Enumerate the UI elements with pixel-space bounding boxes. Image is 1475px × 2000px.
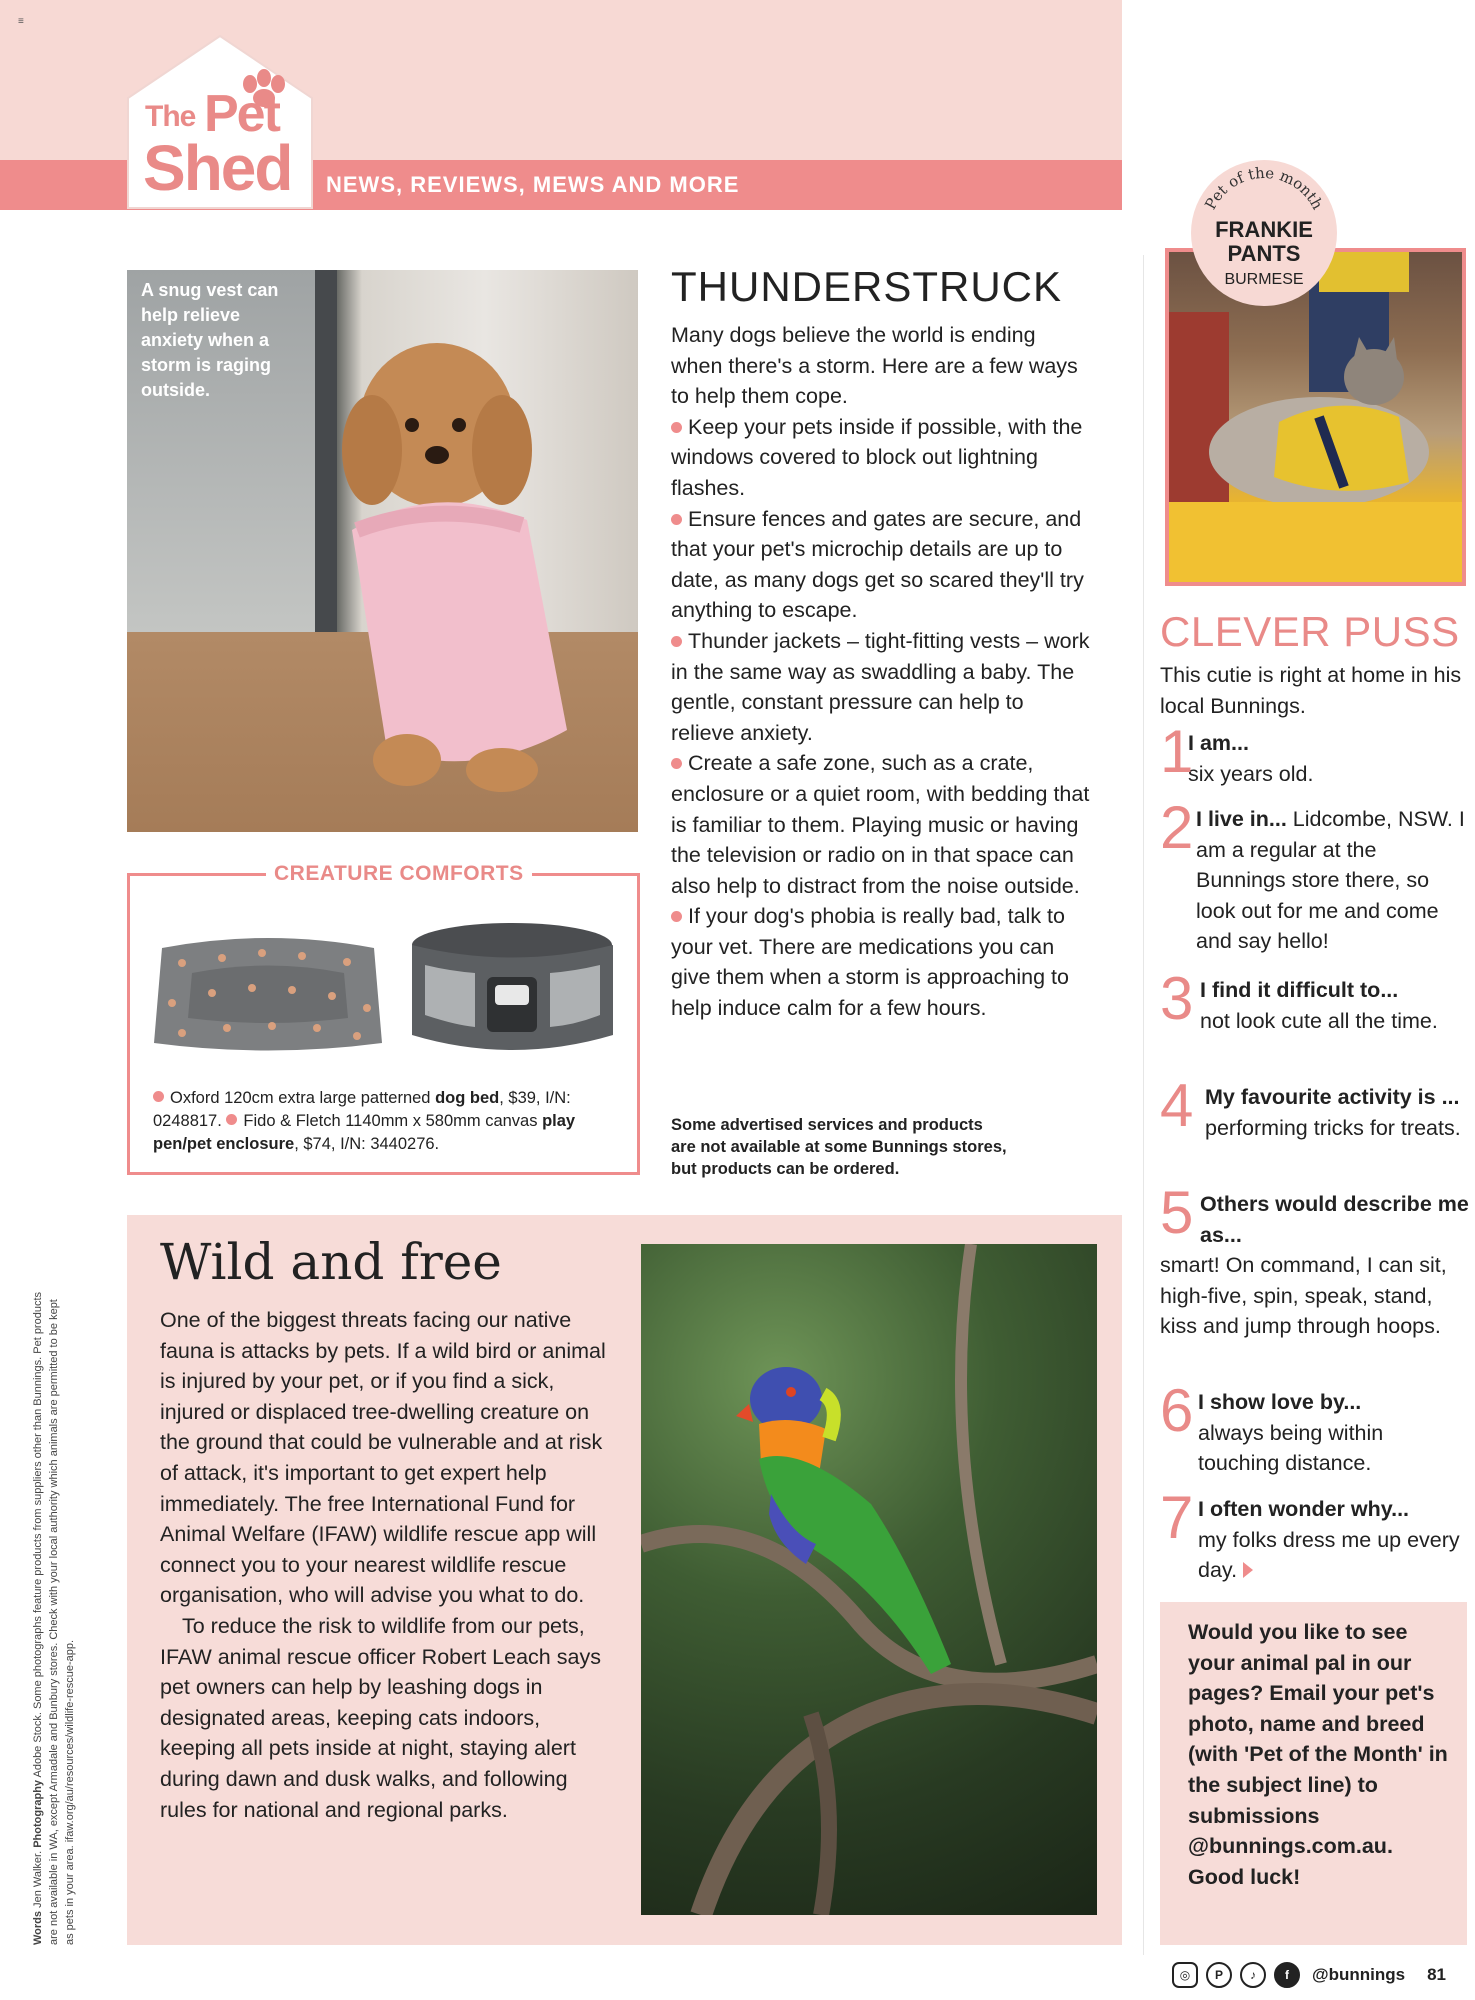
product-1-name: Oxford 120cm extra large patterned [170,1089,436,1107]
qa-number: 5 [1160,1179,1194,1246]
wild-and-free-para-2: To reduce the risk to wildlife from our pets, IFAW animal rescue officer Robert Leach says pet owners can help by leashing dogs in designated areas, keeping cats indoors, keeping all pets inside at night, staying alert during dawn and dusk walks, and following rules for national and regional parks. [160,1613,601,1822]
bullet-icon [671,911,682,922]
wild-and-free-para-1: One of the biggest threats facing our native fauna is attacks by pets. If a wild bird or animal is injured by your pet, or if you find a sick, injured or displaced tree-dwelling creature on the ground that could be vulnerable and at risk of attack, it's important to get expert help immediately. The free International Fund for Animal Welfare (IFAW) wildlife rescue app will connect you to your nearest wildlife rescue organisation, who will advise you what to do. [160,1308,606,1608]
qa-item [1160,1484,1470,1586]
photo-credits [30,1285,78,1945]
qa-number: 7 [1160,1484,1194,1551]
submission-invite: Would you like to see your animal pal in our pages? Email your pet's photo, name and breed (with 'Pet of the Month' in the subject line) to [1188,1620,1448,1797]
qa-item [1160,718,1470,789]
availability-note: Some advertised services and products are not available at some Bunnings stores, but products can be ordered. [671,1116,1007,1178]
qa-item [1160,1179,1470,1342]
qa-question: I often wonder why... [1198,1497,1410,1521]
column-divider [1143,255,1144,1955]
pet-of-the-month-label: Pet of the month [1201,163,1327,213]
logo-word-the: The [145,100,196,133]
submission-sign-off: . Good luck! [1188,1834,1393,1889]
tip-item [671,626,1091,748]
end-arrow-icon [1243,1562,1253,1578]
footer [1172,1960,1446,1990]
tip-text: Create a safe zone, such as a crate, enclosure or a quiet room, with bedding that is familiar to them. Playing music or having the television or radio on in that space can also help to distract from the noise outside. [671,751,1090,898]
product-2-name: Fido & Fletch 1140mm x 580mm canvas [243,1112,543,1130]
qa-number: 4 [1160,1072,1194,1139]
product-2-price: , $74, I/N: 3440276. [294,1135,440,1153]
tip-item [671,901,1091,1023]
lorikeet-illustration [641,1244,1097,1915]
credits-words-name: Jen Walker. [32,1847,44,1911]
menu-icon: ≡ [18,16,24,27]
tip-text: Thunder jackets – tight-fitting vests – work in the same way as swaddling a baby. The gentle, constant pressure can help to relieve anxiety. [671,628,1090,745]
qa-answer: six years old. [1188,761,1314,786]
pinterest-icon[interactable]: P [1206,1962,1232,1988]
qa-question: My favourite activity is ... [1205,1085,1460,1109]
submission-text [1188,1617,1453,1892]
bullet-icon [671,636,682,647]
qa-answer: performing tricks for treats. [1205,1115,1461,1140]
qa-answer: always being within touching distance. [1198,1420,1384,1476]
page-number: 81 [1427,1965,1446,1984]
qa-question: I am... [1188,731,1249,755]
qa-answer: smart! On command, I can sit, high-five, spin, speak, stand, kiss and jump through hoops. [1160,1253,1447,1339]
creature-comforts-title: CREATURE COMFORTS [266,862,532,886]
social-handle[interactable]: @bunnings [1312,1965,1406,1984]
qa-number: 1 [1160,718,1194,785]
product-1-type: dog bed [435,1089,500,1107]
instagram-icon[interactable]: ◎ [1172,1962,1198,1988]
credits-photo-text: Adobe Stock. Some photographs feature products from suppliers other than Bunnings. Pet products are not available in WA, except Armadale and Bunbury stores. Check with your local authority which animals are permitted to be kept as pets in your area. ifaw.org/au/resources/wildlife-rescue-app. [32,1291,76,1945]
qa-item [1160,1072,1470,1143]
svg-text:Pet of the month [1201,164,1327,213]
logo-word-pet: Pet [204,85,279,143]
qa-question: I find it difficult to... [1200,978,1399,1002]
wild-and-free-body [160,1305,620,1825]
tiktok-icon[interactable]: ♪ [1240,1962,1266,1988]
qa-item [1160,794,1470,957]
qa-number: 3 [1160,965,1194,1032]
wild-and-free-title: Wild and free [160,1233,502,1291]
qa-answer: my folks dress me up every day. [1198,1527,1460,1583]
thunderstruck-intro: Many dogs believe the world is ending when there's a storm. Here are a few ways to help them cope. [671,323,1078,409]
tip-item [671,412,1091,504]
pet-breed: BURMESE [1224,271,1304,288]
play-pen-product-image [405,915,620,1068]
product-2-type: play pen/pet enclosure [153,1112,576,1153]
tip-text: Keep your pets inside if possible, with the windows covered to block out lightning flashes. [671,414,1083,500]
qa-item [1160,1377,1470,1479]
qa-question: I live in... [1196,807,1287,831]
credits-words-label: Words [32,1910,44,1945]
tip-item [671,504,1091,626]
dog-bed-product-image [152,928,384,1058]
header-tagline: NEWS, REVIEWS, MEWS AND MORE [326,172,740,197]
bullet-icon [226,1114,237,1125]
submission-email-link[interactable]: submissions @bunnings.com.au [1188,1803,1387,1859]
bullet-icon [671,422,682,433]
tip-text: Ensure fences and gates are secure, and that your pet's microchip details are up to date, as many dogs get so scared they'll try anything to escape. [671,506,1084,623]
product-1-price: , $39, I/N: 0248817. [153,1089,571,1130]
qa-answer: Lidcombe, NSW. I am a regular at the Bunnings store there, so look out for me and come and say hello! [1196,807,1465,954]
thunderstruck-title: THUNDERSTRUCK [671,263,1062,310]
clever-puss-title: CLEVER PUSS [1160,608,1460,655]
pet-name [1191,218,1337,266]
bullet-icon [671,758,682,769]
clever-puss-intro: This cutie is right at home in his local Bunnings. [1160,663,1462,718]
pet-name-line-1: FRANKIE [1215,217,1313,242]
dog-illustration [297,330,597,800]
qa-question: Others would describe me as... [1200,1192,1469,1247]
logo-word-shed: Shed [143,132,292,204]
tip-text: If your dog's phobia is really bad, talk to your vet. There are medications you can give them when a storm is approaching to help induce calm for a few hours. [671,904,1069,1021]
thunderstruck-body [671,320,1091,1024]
bullet-icon [153,1091,164,1102]
qa-item [1160,965,1470,1036]
qa-number: 2 [1160,794,1194,861]
facebook-icon[interactable]: f [1274,1962,1300,1988]
qa-number: 6 [1160,1377,1194,1444]
qa-question: I show love by... [1198,1390,1362,1414]
bullet-icon [671,514,682,525]
creature-comforts-details [153,1087,623,1156]
dog-photo-caption: A snug vest can help relieve anxiety when a storm is raging outside. [141,280,279,400]
qa-answer: not look cute all the time. [1200,1008,1438,1033]
rainbow-lorikeet-photo [641,1244,1097,1915]
credits-photo-label: Photography [32,1779,44,1848]
pet-name-line-2: PANTS [1227,241,1301,266]
tip-item [671,748,1091,901]
